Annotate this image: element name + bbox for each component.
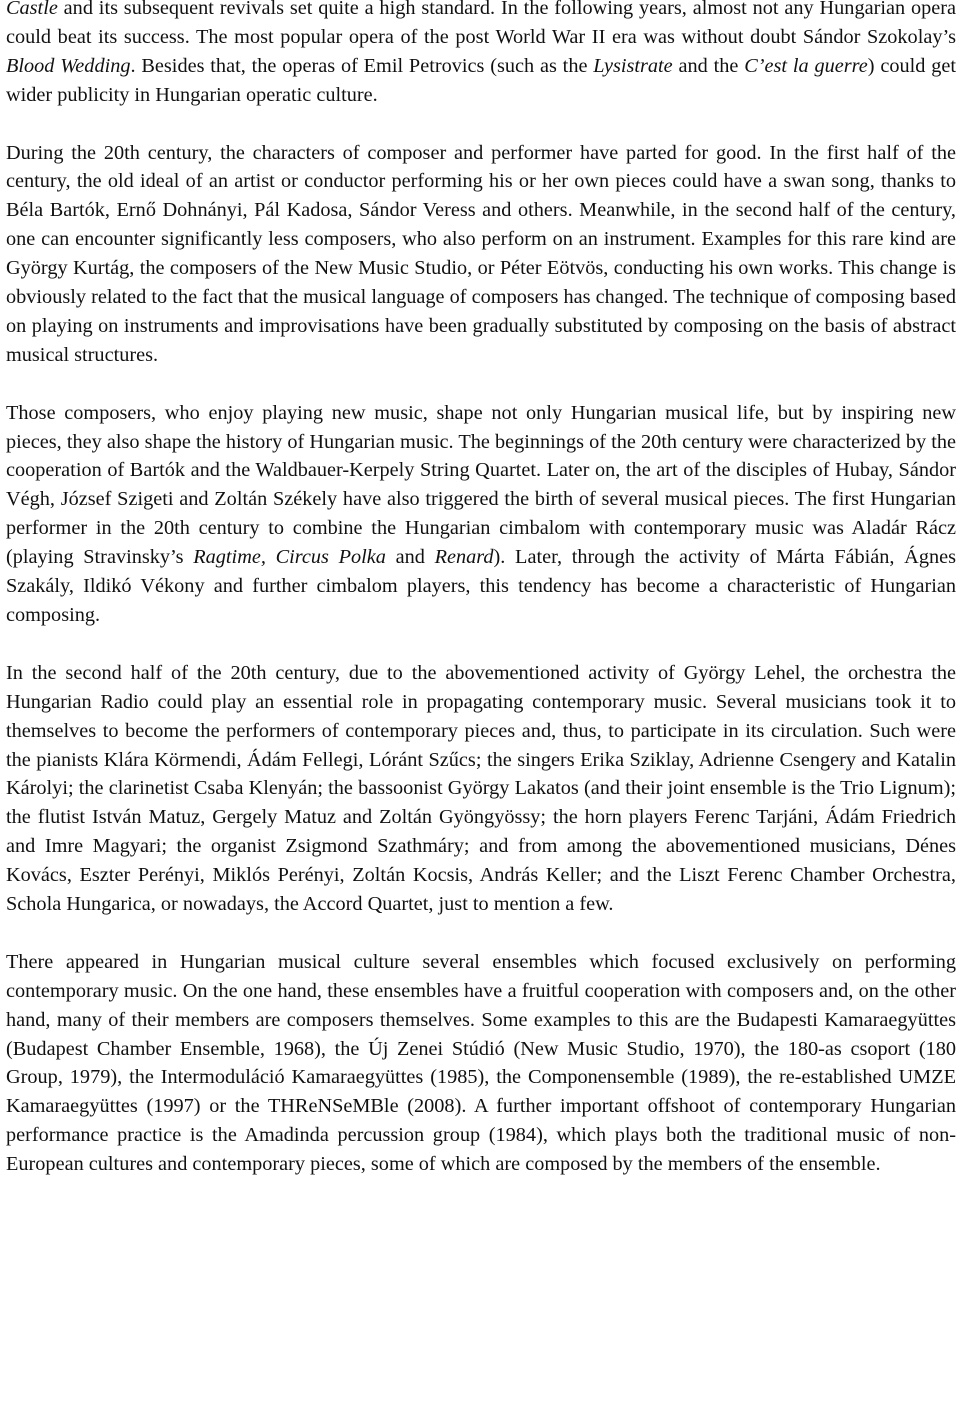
paragraph-text: and the	[672, 54, 745, 77]
paragraph-text: and	[385, 546, 435, 569]
paragraph-text: During the 20th century, the characters of composer and performer have parted for good. In the first half of the century, the old ideal of an artist or conductor performing his or her own pieces could have a swan song, thanks to Béla Bartók, Ernő Dohnányi, Pál Kadosa, Sándor Veress and others. Meanwhile, in the second half of the century, one can encounter significantly less composers, who also perform on an instrument. Examples for this rare kind are György Kurtág, the composers of the New Music Studio, or Péter Eötvös, conducting his own works. This change is obviously related to the fact that the musical language of composers has changed. The technique of composing based on playing on instruments and improvisations have been gradually substituted by composing on the basis of abstract musical structures.	[6, 141, 956, 366]
italic-title: Blood Wedding	[6, 54, 131, 77]
italic-title: C’est la guerre	[744, 54, 868, 77]
paragraph-opera	[6, 0, 956, 110]
paragraph-text: ). Later, through the activity of Márta Fábián, Ágnes Szakály, Ildikó Vékony and further cimbalom players, this tendency has become a characteristic of Hungarian composing.	[6, 546, 956, 626]
italic-title: Castle	[6, 0, 58, 19]
paragraph-text: ) could get wider publicity in Hungarian operatic culture.	[6, 54, 956, 106]
document-page	[6, 0, 956, 1179]
paragraph-text: There appeared in Hungarian musical culture several ensembles which focused exclusively on performing contemporary music. On the one hand, these ensembles have a fruitful cooperation with composers and, on the other hand, many of their members are composers themselves. Some examples to this are the Budapesti Kamaraegyüttes (Budapest Chamber Ensemble, 1968), the Új Zenei Stúdió (New Music Studio, 1970), the 180-as csoport (180 Group, 1979), the Intermoduláció Kamaraegyüttes (1985), the Componensemble (1989), the re-established UMZE Kamaraegyüttes (1997) or the THReNSeMBle (2008). A further important offshoot of contemporary Hungarian performance practice is the Amadinda percussion group (1984), which plays both the traditional music of non-European cultures and contemporary pieces, some of which are composed by the members of the ensemble.	[6, 950, 956, 1176]
paragraph-composer-performer	[6, 139, 956, 370]
paragraph-new-music	[6, 399, 956, 630]
paragraph-text: . Besides that, the operas of Emil Petrovics (such as the	[130, 54, 594, 77]
paragraph-text: In the second half of the 20th century, due to the abovementioned activity of György Lehel, the orchestra the Hungarian Radio could play an essential role in propagating contemporary music. Several musicians took it to themselves to become the performers of contemporary pieces and, thus, to participate in its circulation. Such were the pianists Klára Körmendi, Ádám Fellegi, Lóránt Szűcs; the singers Erika Sziklay, Adrienne Csengery and Katalin Károlyi; the clarinetist Csaba Klenyán; the bassoonist György Lakatos (and their joint ensemble is the Trio Lignum); the flutist István Matuz, Gergely Matuz and Zoltán Gyöngyössy; the horn players Ferenc Tarjáni, Ádám Friedrich and Imre Magyari; the organist Zsigmond Szathmáry; and from among the abovementioned musicians, Dénes Kovács, Eszter Perényi, Miklós Perényi, Zoltán Kocsis, András Keller; and the Liszt Ferenc Chamber Orchestra, Schola Hungarica, or nowadays, the Accord Quartet, just to mention a few.	[6, 661, 956, 916]
paragraph-radio-orchestra	[6, 659, 956, 919]
italic-title: Ragtime, Circus Polka	[193, 546, 386, 569]
italic-title: Renard	[434, 546, 494, 569]
paragraph-ensembles	[6, 948, 956, 1179]
italic-title: Lysistrate	[593, 54, 673, 77]
paragraph-text: and its subsequent revivals set quite a high standard. In the following years, almost not any Hungarian opera could beat its success. The most popular opera of the post World War II era was without doubt Sándor Szokolay’s	[6, 0, 956, 48]
paragraph-text: Those composers, who enjoy playing new music, shape not only Hungarian musical life, but by inspiring new pieces, they also shape the history of Hungarian music. The beginnings of the 20th century were characterized by the cooperation of Bartók and the Waldbauer-Kerpely String Quartet. Later on, the art of the disciples of Hubay, Sándor Végh, József Szigeti and Zoltán Székely have also triggered the birth of several musical pieces. The first Hungarian performer in the 20th century to combine the Hungarian cimbalom with contemporary music was Aladár Rácz (playing Stravinsky’s	[6, 401, 956, 569]
